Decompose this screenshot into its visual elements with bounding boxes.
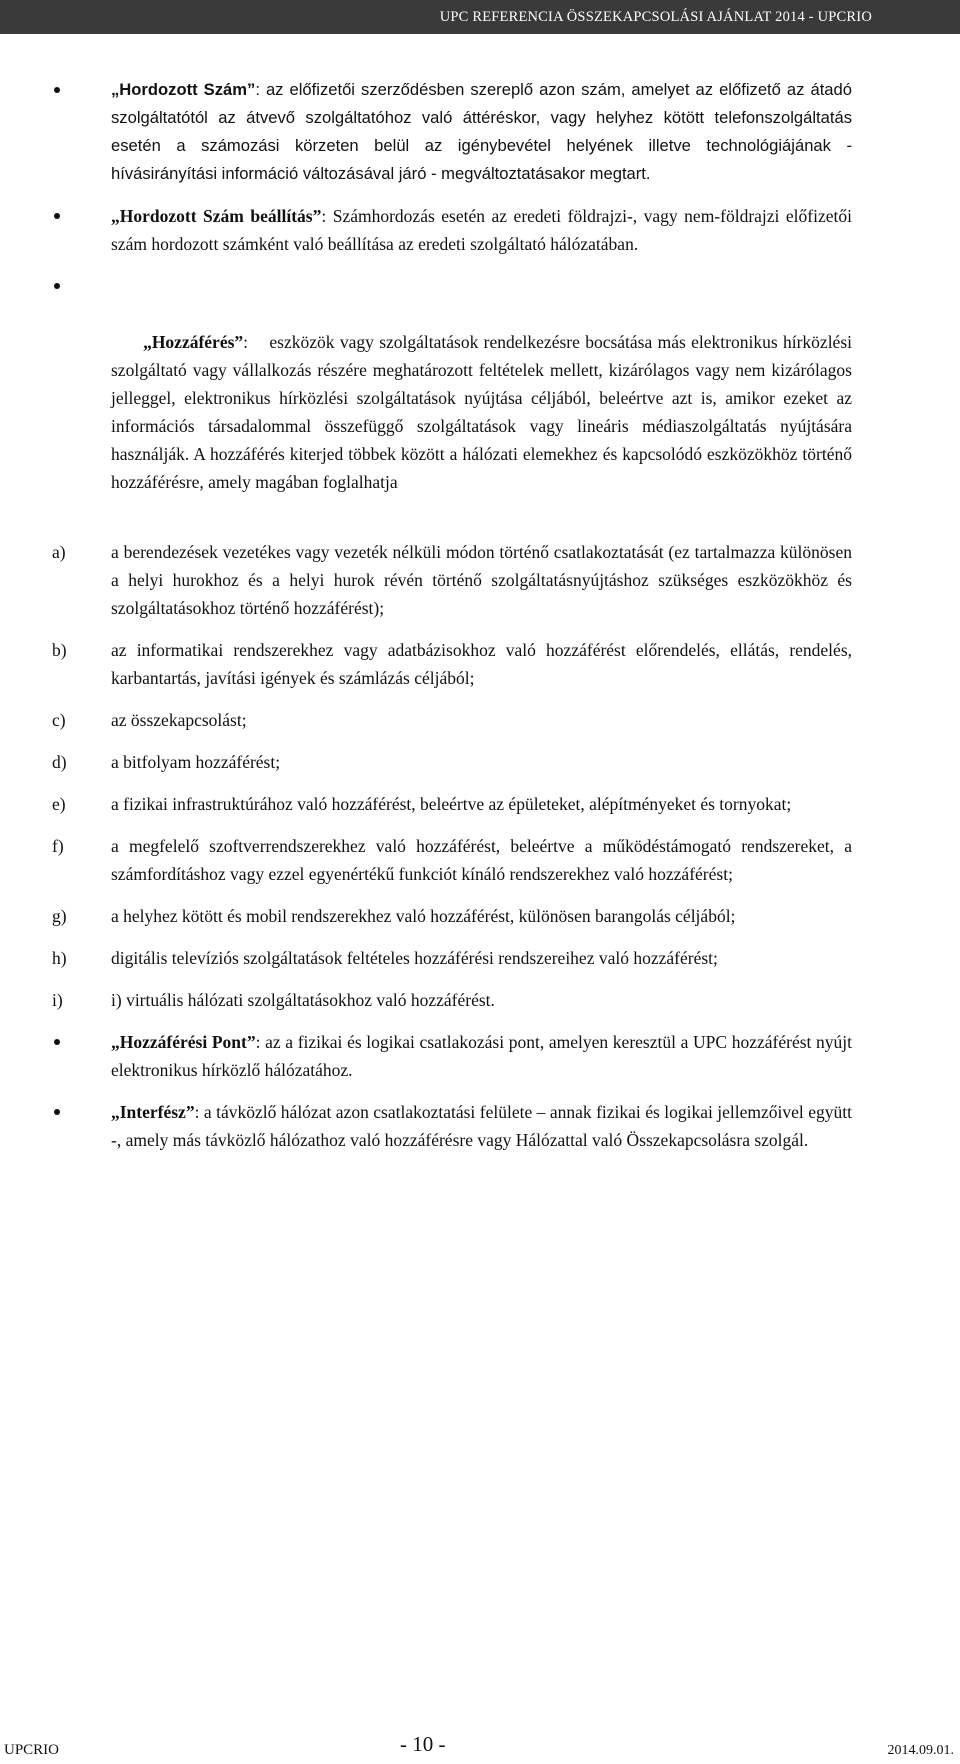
list-item-text: a helyhez kötött és mobil rendszerekhez való hozzáférést, különösen barangolás céljából; [111, 906, 736, 926]
definition-text: : eszközök vagy szolgáltatások rendelkezésre bocsátása más elektronikus hírközlési szolgáltató vagy vállalkozás részére meghatározott feltételek mellett, kizárólagos vagy nem kizárólagos jelleggel, elektronikus hírközlési szolgáltatások nyújtása céljából, beleértve azt is, amikor ezeket az információs társadalommal összefüggő szolgáltatások vagy lineáris médiaszolgáltatás nyújtására használják. A hozzáférés kiterjed többek között a hálózati elemekhez és kapcsolódó eszközökhöz történő hozzáférésre, amely magában foglalhatja [111, 332, 857, 492]
definition-term: „Hozzáférési Pont” [111, 1032, 256, 1052]
definition-text: : az előfizetői szerződésben szereplő azon szám, amelyet az előfizető az átadó szolgáltatótól az átvevő szolgáltatóhoz való áttéréskor, vagy helyhez kötött telefonszolgáltatás esetén a számozási körzeten belül az igénybevétel helyének illetve technológiájának - hívásirányítási információ változásával járó - megváltoztatásakor megtart. [111, 80, 852, 183]
bullet-icon [54, 87, 60, 93]
list-item-text: a megfelelő szoftverrendszerekhez való hozzáférést, beleértve a működéstámogató rendszereket, a számfordításhoz vagy ezzel egyenértékű funkciót kínáló rendszerekhez való hozzáférést; [111, 836, 852, 884]
footer-doc-code: UPCRIO [4, 1742, 60, 1758]
list-item [52, 790, 852, 818]
definition-term: „Hozzáférés” [143, 332, 244, 352]
definition-term: „Interfész” [111, 1102, 195, 1122]
definition-term: „Hordozott Szám beállítás” [111, 206, 322, 226]
definition-hordozott-szam [74, 76, 852, 188]
list-item-label: d) [52, 752, 67, 772]
list-item [52, 944, 852, 972]
list-item-text: i) virtuális hálózati szolgáltatásokhoz való hozzáférést. [111, 990, 495, 1010]
list-item-label: a) [52, 542, 66, 562]
list-item-text: a fizikai infrastruktúrához való hozzáférést, beleértve az épületeket, alépítményeket és tornyokat; [111, 794, 792, 814]
definition-term: „Hordozott Szám” [111, 80, 256, 99]
footer-date: 2014.09.01. [887, 1743, 954, 1758]
bullet-icon [54, 1039, 60, 1045]
list-item [52, 538, 852, 622]
list-item-label: h) [52, 948, 67, 968]
list-item-label: f) [52, 836, 64, 856]
list-item [52, 748, 852, 776]
definition-hozzaferesi-pont [74, 1028, 852, 1084]
bullet-icon [54, 283, 60, 289]
list-item [52, 832, 852, 888]
list-item-label: i) [52, 990, 63, 1010]
list-item [52, 706, 852, 734]
list-item-label: g) [52, 906, 67, 926]
page-header [0, 0, 960, 34]
definition-interfesz [74, 1098, 852, 1154]
definition-text: : Számhordozás esetén az eredeti földrajzi-, vagy nem-földrajzi előfizetői szám hordozott számként való beállítása az eredeti szolgáltató hálózatában. [111, 206, 852, 254]
page-content [52, 76, 857, 1154]
definition-hordozott-szam-beallitas [74, 202, 852, 258]
list-item-label: c) [52, 710, 66, 730]
list-item [52, 902, 852, 930]
definition-hozzaferes [74, 272, 857, 524]
list-item-text: az összekapcsolást; [111, 710, 247, 730]
list-item-label: b) [52, 640, 67, 660]
page-footer [0, 1730, 960, 1764]
list-item-text: a berendezések vezetékes vagy vezeték nélküli módon történő csatlakoztatását (ez tartalmazza különösen a helyi hurokhoz és a helyi hurok révén történő szolgáltatásnyújtáshoz szükséges eszközökhöz és szolgáltatásokhoz történő hozzáférést); [111, 542, 852, 618]
list-item [52, 636, 852, 692]
list-item-label: e) [52, 794, 66, 814]
bullet-icon [54, 213, 60, 219]
list-item-text: az informatikai rendszerekhez vagy adatbázisokhoz való hozzáférést előrendelés, ellátás, rendelés, karbantartás, javítási igények és számlázás céljából; [111, 640, 852, 688]
page-number: - 10 - [400, 1732, 446, 1756]
header-title: UPC REFERENCIA ÖSSZEKAPCSOLÁSI AJÁNLAT 2014 - UPCRIO [439, 8, 872, 25]
list-item [52, 986, 852, 1014]
definition-text: : a távközlő hálózat azon csatlakoztatási felülete – annak fizikai és logikai jellemzőivel együtt -, amely más távközlő hálózathoz való hozzáférésre vagy Hálózattal való Összekapcsolásra szolgál. [111, 1102, 852, 1150]
definition-text: : az a fizikai és logikai csatlakozási pont, amelyen keresztül a UPC hozzáférést nyújt elektronikus hírközlő hálózatához. [111, 1032, 853, 1080]
list-item-text: digitális televíziós szolgáltatások feltételes hozzáférési rendszereihez való hozzáférést; [111, 948, 718, 968]
bullet-icon [54, 1109, 60, 1115]
list-item-text: a bitfolyam hozzáférést; [111, 752, 281, 772]
